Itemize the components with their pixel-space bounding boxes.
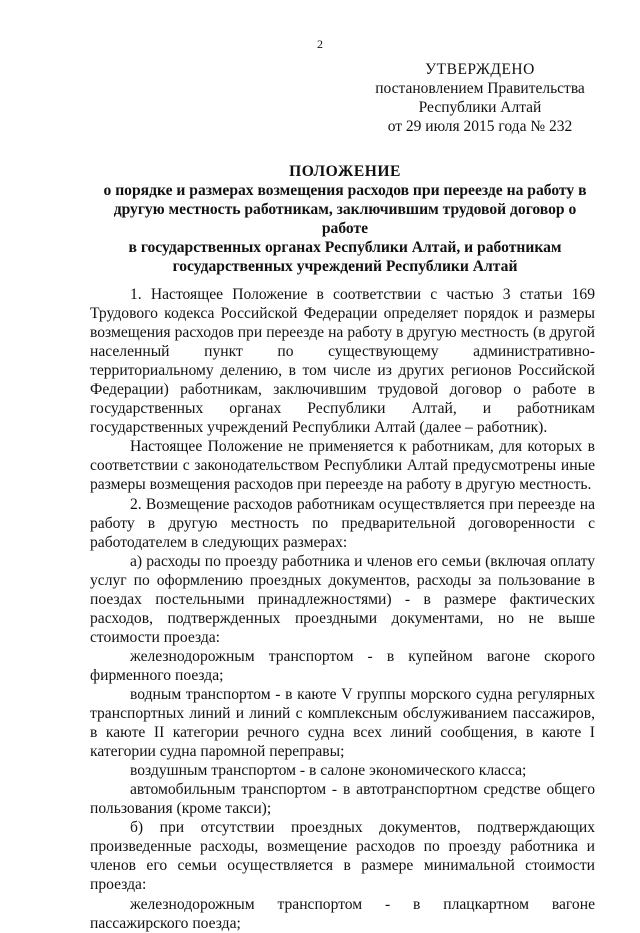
paragraph: Настоящее Положение не применяется к работникам, для которых в соответствии с законодательством Республики Алтай предусмотрены иные размеры возмещения расходов при переезде на работу в другую местность. [90,438,595,494]
approval-line: постановлением Правительства [375,80,585,97]
page-number: 2 [317,37,323,51]
document-title [95,162,595,276]
paragraph: водным транспортом - в каюте V группы морского судна регулярных транспортных линий и линий с комплексным обслуживанием пассажиров, в каюте II категории речного судна всех линий сообщения, в каюте I категории судна паромной переправы; [90,685,595,761]
paragraph: б) при отсутствии проездных документов, подтверждающих произведенные расходы, возмещение расходов по проезду работника и членов его семьи осуществляется в размере минимальной стоимости проезда: [90,819,595,894]
paragraph: железнодорожным транспортом - в купейном вагоне скорого фирменного поезда; [90,647,595,684]
approval-stamp [365,60,595,136]
paragraph: 1. Настоящее Положение в соответствии с частью 3 статьи 169 Трудового кодекса Российской Федерации определяет порядок и размеры возмещения расходов при переезде на работу в другую местность (в другой населенный пункт по существующему административно-территориальному делению, в том числе из других регионов Российской Федерации) работникам, заключившим трудовой договор о работе в государственных органах Республики Алтай, и работникам государственных учреждений Республики Алтай (далее – работник). [90,286,595,437]
paragraph: железнодорожным транспортом - в плацкартном вагоне пассажирского поезда; [90,895,595,932]
document-title-line: в государственных органах Республики Алтай, и работникам [128,239,562,256]
paragraph: автомобильным транспортом - в автотранспортном средстве общего пользования (кроме такси); [90,781,595,818]
approval-title: УТВЕРЖДЕНО [425,61,535,78]
approval-date-line: от 29 июля 2015 года № 232 [387,118,573,135]
approval-line: Республики Алтай [418,99,542,116]
document-title-line: государственных учреждений Республики Алтай [172,258,518,275]
document-title-main: ПОЛОЖЕНИЕ [289,163,401,180]
paragraph: 2. Возмещение расходов работникам осуществляется при переезде на работу в другую местность по предварительной договоренности с работодателем в следующих размерах: [90,495,595,551]
document-title-line: другую местность работникам, заключившим трудовой договор о работе [113,201,577,237]
document-title-line: о порядке и размерах возмещения расходов при переезде на работу в [103,182,587,199]
document-body [90,285,595,933]
paragraph: воздушным транспортом - в салоне экономического класса; [130,762,527,780]
paragraph: а) расходы по проезду работника и членов его семьи (включая оплату услуг по оформлению проездных документов, расходы за пользование в поездах постельными принадлежностями) - в размере фактических расходов, подтвержденных проездными документами, но не выше стоимости проезда: [90,552,595,646]
